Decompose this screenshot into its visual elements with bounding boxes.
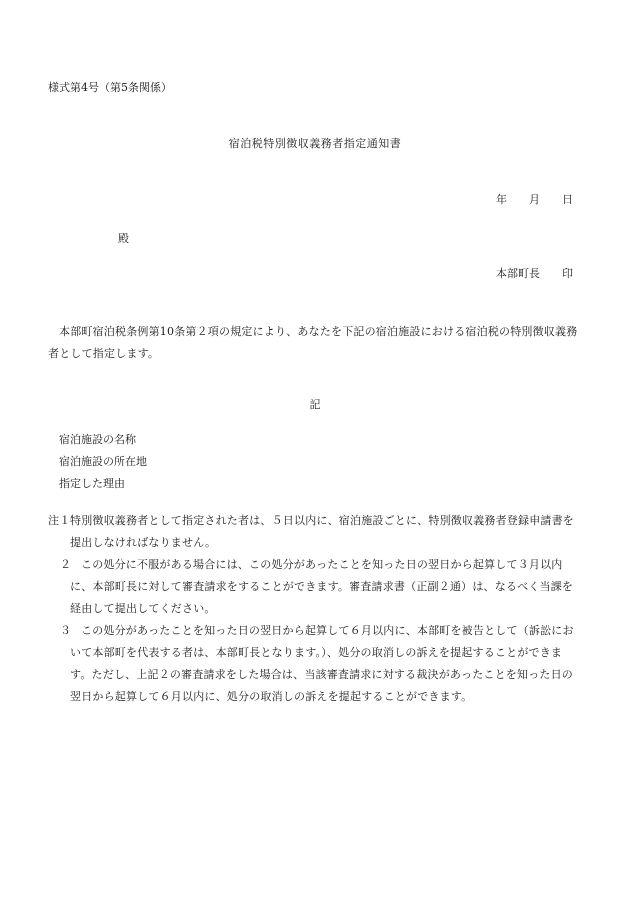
issuer-name: 本部町長 xyxy=(496,267,540,280)
form-number: 様式第4号（第5条関係） xyxy=(48,81,172,94)
date-line xyxy=(496,194,573,205)
date-day-label: 日 xyxy=(562,193,573,206)
note-text: この処分に不服がある場合には、この処分があったことを知った日の翌日から起算して３月以内に、本部町長に対して審査請求をすることができます。審査請求書（正副２通）は、なるべく当課を経由して提出してください。 xyxy=(70,558,574,615)
ki-heading: 記 xyxy=(309,398,321,411)
note-number: ２ xyxy=(60,558,72,571)
note-item xyxy=(48,620,583,708)
note-item xyxy=(48,554,583,620)
addressee-suffix: 殿 xyxy=(118,232,129,245)
note-number: ３ xyxy=(60,624,72,637)
note-number: 注１ xyxy=(48,514,71,527)
notes-section xyxy=(48,510,583,708)
document-title: 宿泊税特別徴収義務者指定通知書 xyxy=(228,137,402,150)
date-year-label: 年 xyxy=(496,193,507,206)
item-facility-name: 宿泊施設の名称 xyxy=(59,433,136,446)
note-item xyxy=(48,510,583,554)
date-month-label: 月 xyxy=(529,193,540,206)
item-designation-reason: 指定した理由 xyxy=(59,477,125,490)
item-list xyxy=(59,434,147,500)
issuer-line xyxy=(496,268,573,279)
item-facility-address: 宿泊施設の所在地 xyxy=(59,455,147,468)
body-paragraph: 本部町宿泊税条例第10条第２項の規定により、あなたを下記の宿泊施設における宿泊税の特別徴収義務者として指定します。 xyxy=(48,325,578,360)
note-text: この処分があったことを知った日の翌日から起算して６月以内に、本部町を被告として（訴訟において本部町を代表する者は、本部町長となります。）、処分の取消しの訴えを提起することができます。ただし、上記２の審査請求をした場合は、当該審査請求に対する裁決があったことを知った日の翌日から起算して６月以内に、処分の取消しの訴えを提起することができます。 xyxy=(70,624,574,703)
note-text: 特別徴収義務者として指定された者は、５日以内に、宿泊施設ごとに、特別徴収義務者登録申請書を提出しなければなりません。 xyxy=(70,514,574,549)
issuer-seal-mark: 印 xyxy=(562,267,573,280)
